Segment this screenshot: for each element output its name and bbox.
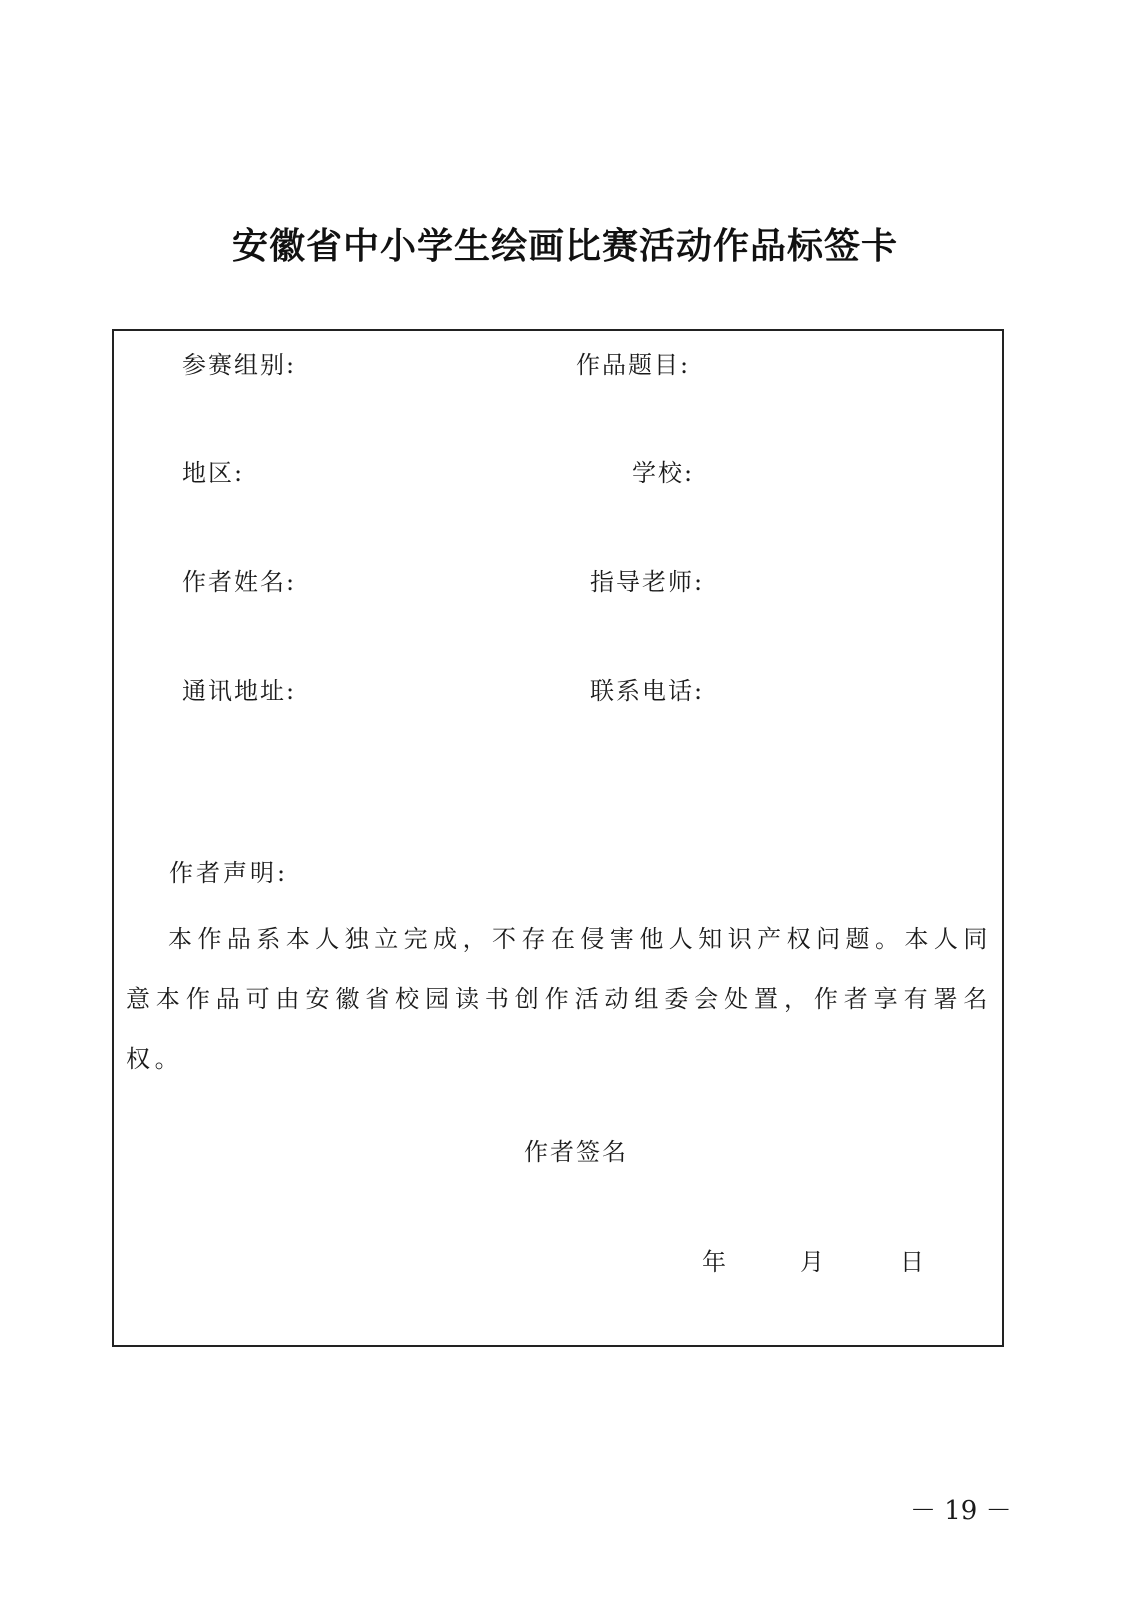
declaration-text: 本作品系本人独立完成，不存在侵害他人知识产权问题。本人同意本作品可由安徽省校园读书创作活动组委会处置，作者享有署名权。 bbox=[126, 925, 992, 1073]
teacher-label: 指导老师: bbox=[590, 568, 705, 596]
school-label: 学校: bbox=[632, 459, 695, 487]
phone-label: 联系电话: bbox=[590, 677, 705, 705]
declaration-heading: 作者声明: bbox=[169, 859, 289, 887]
work-title-label: 作品题目: bbox=[576, 351, 691, 379]
date-year-label: 年 bbox=[702, 1248, 726, 1276]
date-day-label: 日 bbox=[900, 1248, 924, 1276]
label-card bbox=[112, 329, 1004, 1347]
page-title: 安徽省中小学生绘画比赛活动作品标签卡 bbox=[231, 226, 898, 267]
page-number: － 19 － bbox=[910, 1496, 1012, 1526]
author-name-label: 作者姓名: bbox=[182, 568, 297, 596]
region-label: 地区: bbox=[182, 459, 245, 487]
author-signature-label: 作者签名 bbox=[524, 1138, 628, 1166]
address-label: 通讯地址: bbox=[182, 677, 297, 705]
date-month-label: 月 bbox=[800, 1248, 824, 1276]
group-label: 参赛组别: bbox=[182, 351, 297, 379]
